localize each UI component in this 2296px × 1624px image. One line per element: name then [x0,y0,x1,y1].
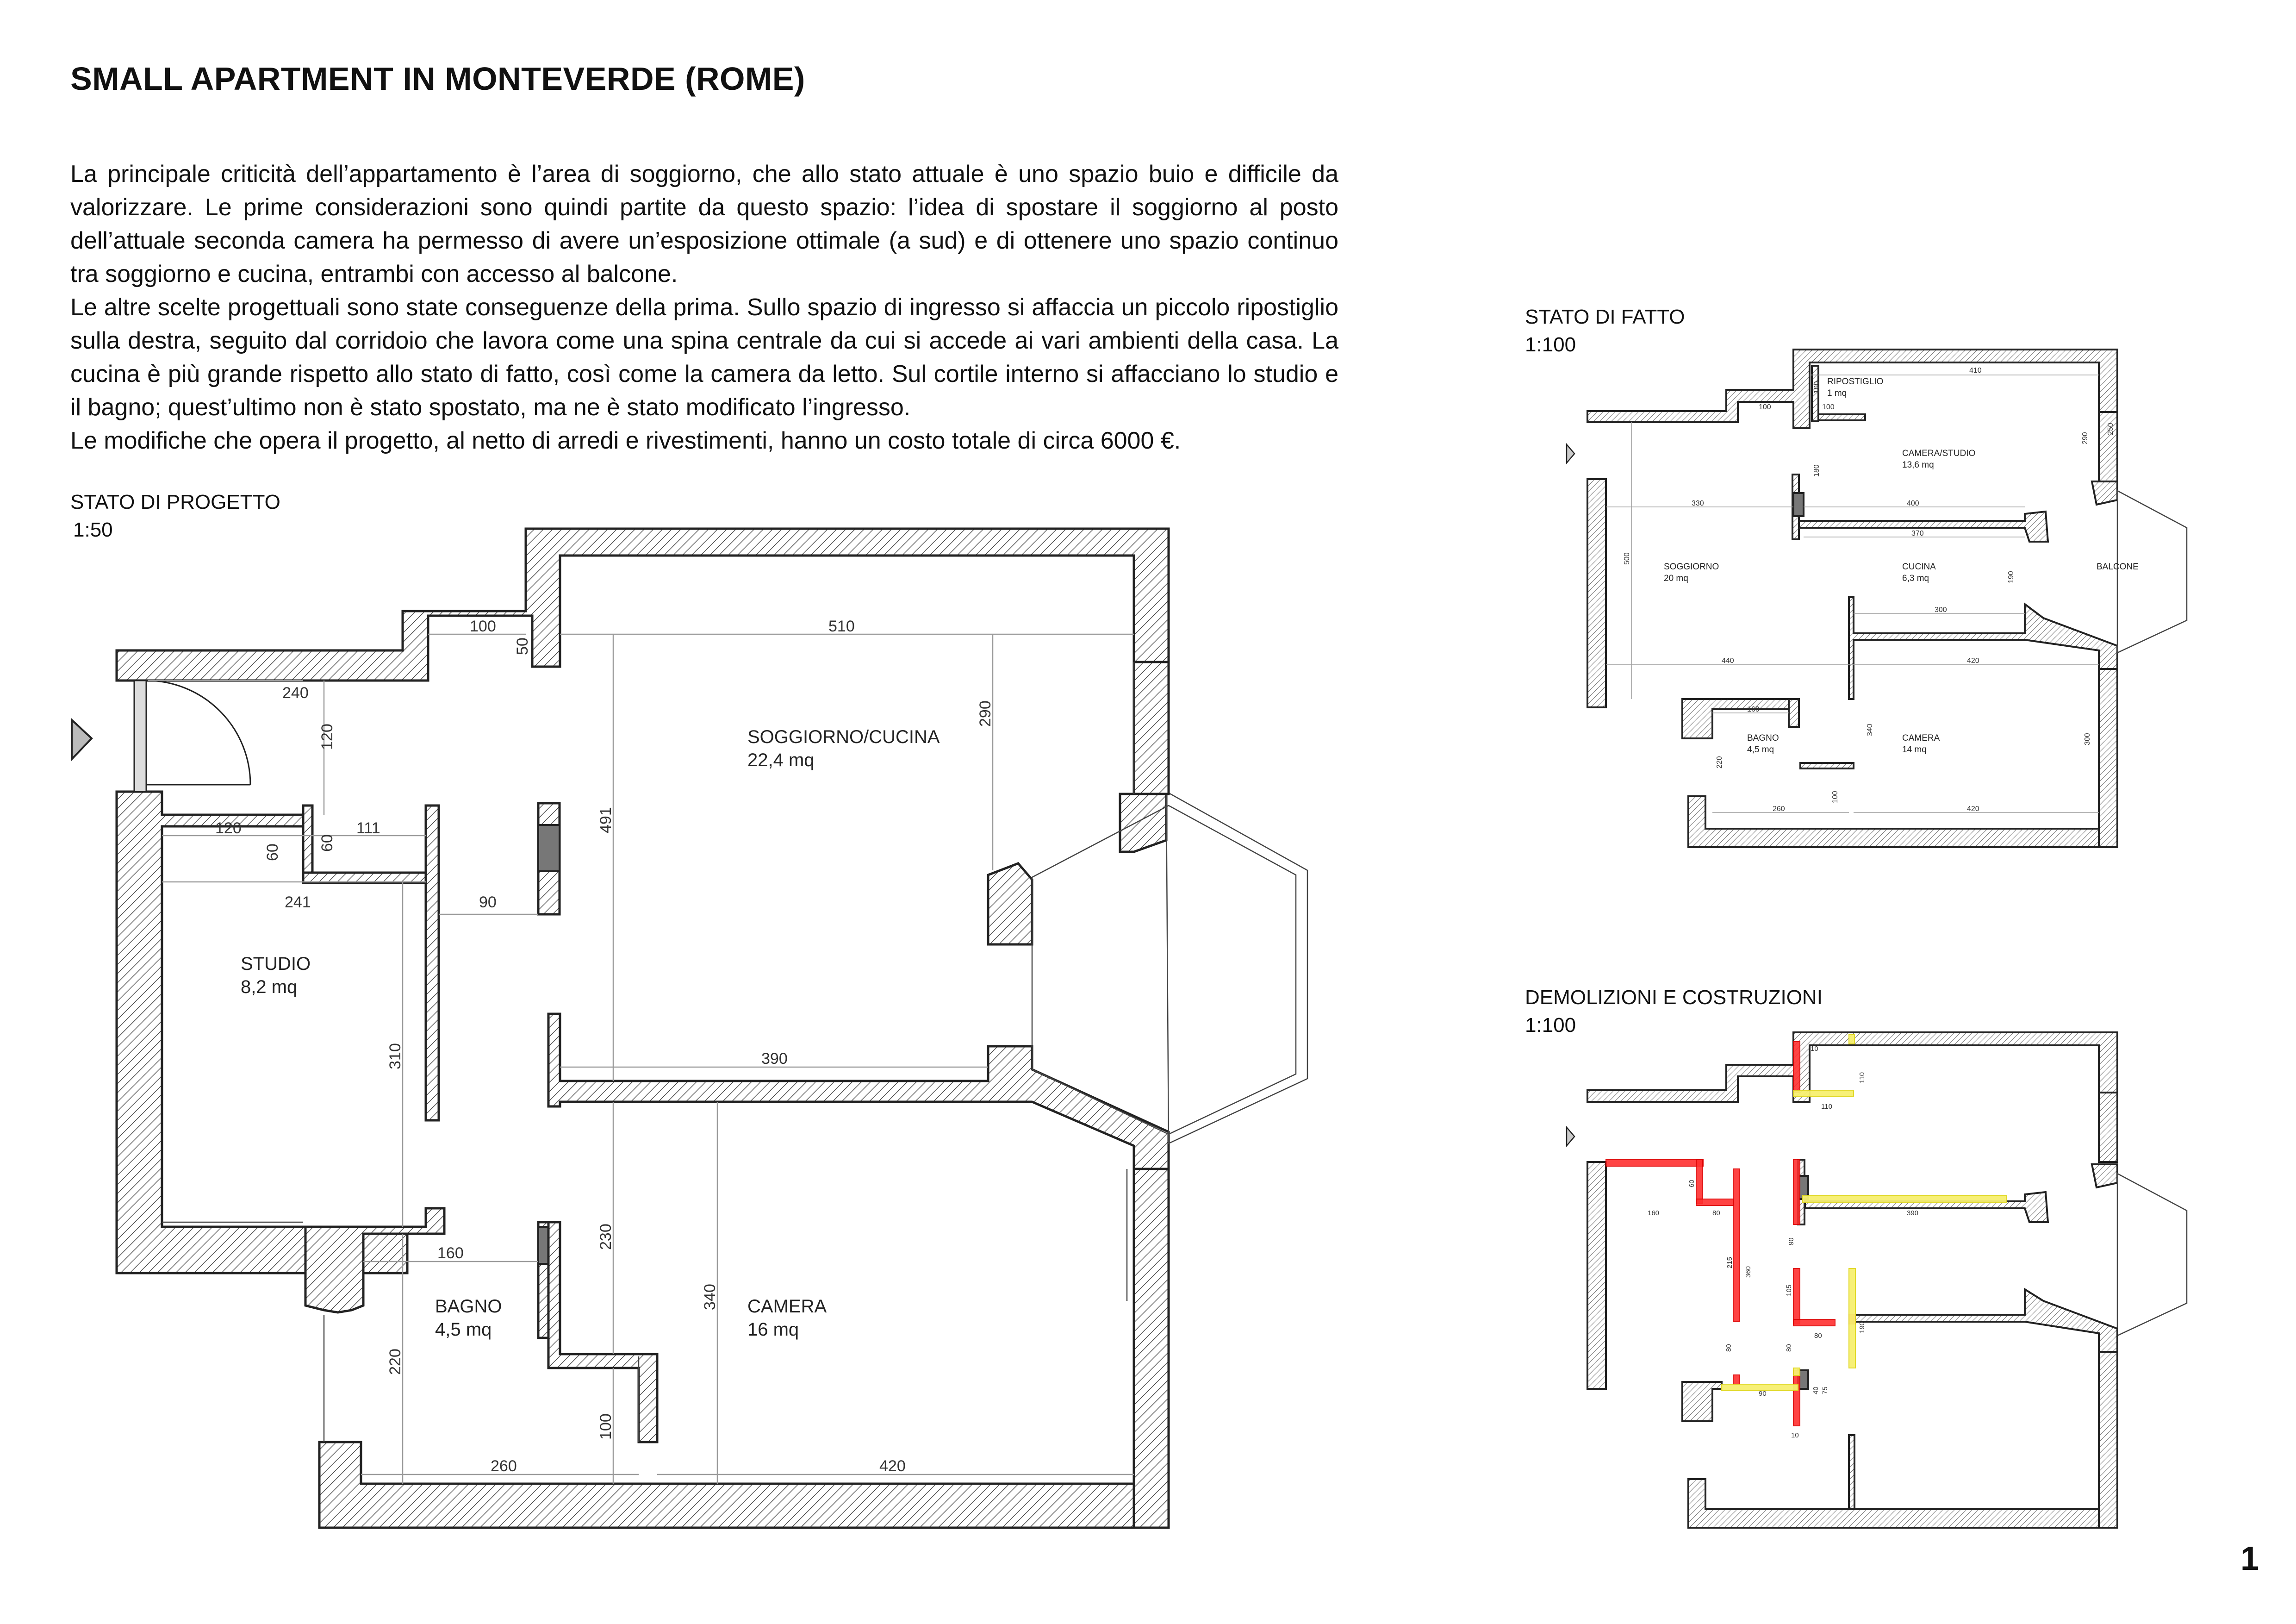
fatto-entrance-arrow-icon [1567,444,1574,463]
dem-wall-bagno [1682,1382,1722,1421]
room-area-ripostiglio: 1 mq [1827,388,1847,398]
dim-label: 120 [318,724,336,750]
wall-middle [548,1014,1169,1169]
dim-label: 220 [386,1349,404,1375]
dim-label: 491 [597,807,615,833]
entrance-arrow-icon [72,720,92,759]
dim-label: 100 [1831,791,1839,803]
fatto-bagno-door [1800,763,1854,768]
room-name-ripostiglio: RIPOSTIGLIO [1827,377,1884,387]
construction-wall [1793,1090,1854,1097]
dim-label: 440 [1722,657,1734,665]
dim-label: 250 [2107,423,2115,435]
dim-label: 50 [514,637,531,655]
fatto-pillar [1793,493,1804,516]
dim-label: 220 [1716,756,1724,768]
dim-label: 310 [386,1043,404,1069]
room-area-camera: 14 mq [1902,745,1927,755]
room-area-camera: 16 mq [747,1319,799,1340]
dim-label: 340 [701,1284,719,1310]
dim-label: 90 [479,893,497,911]
fatto-plan [1567,350,2187,847]
dim-label: 400 [1907,500,1919,507]
demolizioni-label [1525,984,1823,1039]
dim-label: 390 [761,1050,788,1068]
wall-left [117,792,407,1273]
room-area-camera-studio: 13,6 mq [1902,460,1934,470]
dim-label: 160 [1747,706,1760,713]
construction-wall [1803,1195,2006,1203]
wall-right [1134,662,1169,794]
dim-label: 215 [1726,1256,1734,1268]
dim-label: 110 [1821,1103,1832,1111]
construction-wall [1849,1035,1854,1044]
room-area-cucina: 6,3 mq [1902,574,1929,583]
dem-wall-bottom-mid [1849,1435,1854,1509]
dem-wall-right-upper [2099,1093,2117,1162]
fatto-wall-right-lower [2099,669,2117,847]
fatto-wall-right-upper [2099,412,2117,481]
fatto-wall-ripostiglio [1818,414,1865,420]
dem-wall-left [1587,1162,1606,1389]
dim-label: 60 [1688,1180,1696,1187]
dim-label: 120 [215,819,242,837]
progetto-title: STATO DI PROGETTO [70,491,280,513]
dim-label: 60 [264,843,281,861]
dim-label: 40 [1812,1387,1820,1394]
dim-label: 100 [1759,403,1771,411]
dim-label: 420 [1967,805,1979,813]
demolition-wall [1606,1160,1703,1166]
demolition-wall [1696,1160,1703,1204]
dim-label: 100 [597,1413,615,1440]
demolition-wall [1733,1375,1740,1384]
room-name-camera: CAMERA [1902,733,1940,743]
fatto-bagno-pier [1789,699,1799,727]
demolizioni-scale: 1:100 [1525,1014,1576,1037]
balcony-pier-upper [1120,794,1166,852]
dim-label: 111 [356,819,380,837]
fatto-label [1525,303,1685,359]
dim-label: 100 [470,618,496,635]
demolizioni-title: DEMOLIZIONI E COSTRUZIONI [1525,986,1823,1009]
fatto-scale: 1:100 [1525,333,1576,356]
partition-small [303,873,426,883]
dim-label: 80 [1725,1344,1733,1352]
balcony-pier-lower [988,863,1032,944]
dim-label: 190 [1858,1321,1866,1333]
dim-label: 260 [491,1457,517,1475]
intro-paragraph: Le modifiche che opera il progetto, al netto di arredi e rivestimenti, hanno un costo totale di circa 6000 €. [70,427,1181,454]
page-title: SMALL APARTMENT IN MONTEVERDE (ROME) [70,61,805,97]
dim-label: 160 [437,1244,464,1262]
dim-label: 190 [2007,571,2015,583]
fatto-dimension-labels [1623,367,2115,813]
dim-label: 240 [282,684,309,702]
construction-wall [1793,1368,1800,1375]
demolition-wall [1793,1042,1800,1093]
demolizioni-dimension-labels [1648,1045,1918,1439]
construction-walls [1722,1035,2006,1391]
room-name-bagno: BAGNO [435,1296,502,1317]
fatto-pier [2092,481,2117,505]
dim-label: 510 [828,618,855,635]
balcony-outline [1166,792,1307,1143]
fatto-balcone [2117,491,2187,653]
fatto-wall-left [1587,479,1606,707]
fatto-wall-bottom [1688,796,2099,847]
demolizioni-entrance-arrow-icon [1567,1127,1574,1146]
room-area-soggiorno: 22,4 mq [747,750,815,770]
demolition-wall [1696,1199,1733,1206]
room-name-soggiorno: SOGGIORNO/CUCINA [747,727,940,747]
dem-wall-mid [1854,1289,2117,1352]
dim-label: 241 [285,893,311,911]
entry-door[interactable] [134,681,250,792]
dim-label: 290 [977,700,994,727]
fatto-dimension-lines [1606,375,2099,812]
dim-label: 75 [1821,1387,1829,1394]
room-name-camera-studio: CAMERA/STUDIO [1902,449,1976,458]
room-area-bagno: 4,5 mq [1747,745,1774,755]
demolition-wall [1793,1370,1800,1426]
progetto-plan [72,529,1307,1528]
fatto-title: STATO DI FATTO [1525,306,1685,328]
demolition-wall [1733,1169,1740,1322]
dim-label: 110 [1858,1072,1866,1083]
dim-label: 160 [1648,1209,1660,1217]
room-name-soggiorno: SOGGIORNO [1664,562,1719,572]
dim-label: 370 [1911,530,1924,537]
intro-paragraph: La principale criticità dell’appartamento è l’area di soggiorno, che allo stato attuale è uno spazio buio e difficile da valorizzare. Le prime considerazioni sono quindi partite da questo spazio: l’idea di spostare il soggiorno al posto dell’attuale seconda camera ha permesso di avere un’esposizione ottimale (a sud) e di ottenere uno spazio continuo tra soggiorno e cucina, entrambi con accesso al balcone. [70,161,1338,287]
room-name-camera: CAMERA [747,1296,827,1317]
room-name-cucina: CUCINA [1902,562,1936,572]
fatto-room-labels [1664,377,2139,755]
dim-label: 80 [1785,1344,1793,1352]
dim-label: 80 [1814,1332,1822,1340]
demolizioni-plan [1567,1032,2187,1528]
partition-upper-left [303,806,312,882]
dim-label: 80 [1712,1209,1720,1217]
dim-label: 60 [318,834,336,852]
dem-wall-bottom [1688,1479,2099,1528]
dim-label: 420 [1967,657,1979,665]
construction-wall [1849,1268,1855,1368]
dim-label: 90 [1759,1390,1767,1398]
dem-balcone [2117,1174,2187,1336]
fatto-wall-mid [1849,597,2117,699]
room-area-soggiorno: 20 mq [1664,574,1688,583]
dim-label: 100 [1813,381,1821,394]
room-name-studio: STUDIO [241,954,311,974]
wall-bottom [319,1442,1134,1528]
intro-paragraph: Le altre scelte progettuali sono state conseguenze della prima. Sullo spazio di ingresso si affaccia un piccolo ripostiglio sulla destra, seguito dal corridoio che lavora come una spina centrale da cui si accede ai vari ambienti della casa. La cucina è più grande rispetto allo stato di fatto, così come la camera da letto. Sul cortile interno si affacciano lo studio e il bagno; quest’ultimo non è stato spostato, ma ne è stato modificato l’ingresso. [70,294,1338,421]
dim-label: 500 [1623,552,1631,565]
balcony-inner [1032,806,1296,1134]
pillar-upper-core [538,825,560,871]
dim-label: 340 [1866,724,1874,736]
dim-label: 180 [1813,464,1821,477]
dim-label: 105 [1785,1284,1793,1296]
fatto-wall-bagno [1682,699,1798,738]
intro-text [70,157,1338,457]
dim-label: 90 [1787,1237,1795,1245]
room-area-bagno: 4,5 mq [435,1319,492,1340]
dim-label: 360 [1744,1266,1752,1278]
page-number: 1 [2240,1540,2259,1577]
room-name-balcone: BALCONE [2097,562,2139,572]
dim-label: 300 [1935,606,1947,614]
dim-label: 330 [1692,500,1704,507]
dim-label: 420 [879,1457,906,1475]
partition-studio-corridor [426,806,439,1120]
dem-wall-right-lower [2099,1352,2117,1528]
dim-label: 10 [1811,1045,1818,1053]
dim-label: 100 [1822,403,1835,411]
room-area-studio: 8,2 mq [241,977,298,997]
demolition-wall [1793,1319,1835,1326]
room-name-bagno: BAGNO [1747,733,1779,743]
demolition-wall [1793,1268,1800,1324]
wall-bagno-right [548,1222,657,1442]
wall-entry-top [117,529,1169,681]
progetto-label [70,488,280,544]
progetto-scale: 1:50 [73,518,113,541]
dim-label: 300 [2084,733,2091,745]
dim-label: 260 [1773,805,1785,813]
dim-label: 230 [597,1224,615,1250]
dim-label: 390 [1907,1209,1919,1217]
dim-label: 10 [1791,1431,1799,1439]
demolition-wall [1793,1160,1800,1224]
dem-pier [2092,1164,2117,1187]
dim-label: 290 [2081,432,2089,444]
wall-right-lower [1134,1169,1169,1528]
dim-label: 410 [1969,367,1982,375]
